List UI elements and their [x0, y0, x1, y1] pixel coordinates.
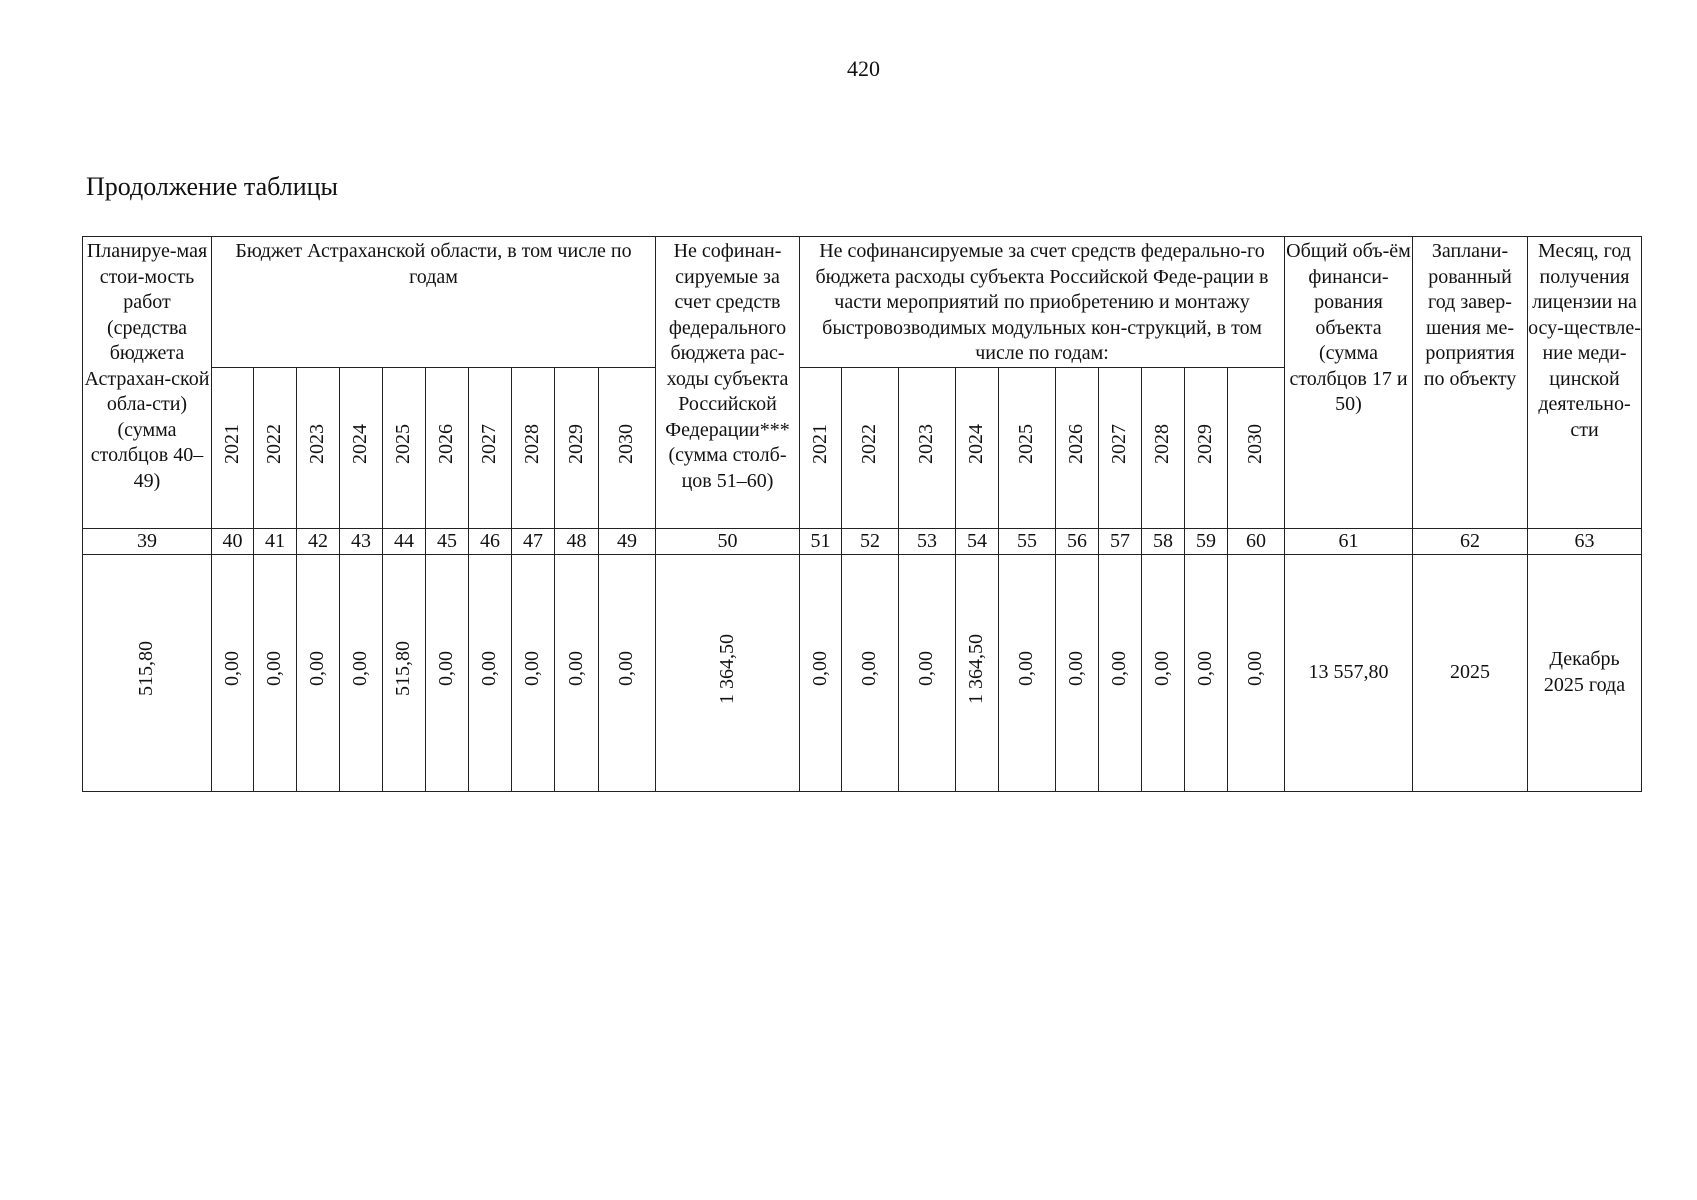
column-number: 47: [512, 528, 555, 554]
cell-modular-2023: 0,00: [899, 554, 956, 791]
cell-regional-2021: 0,00: [212, 554, 254, 791]
cell-regional-2029: 0,00: [555, 554, 599, 791]
column-number: 49: [599, 528, 656, 554]
cell-regional-2027: 0,00: [469, 554, 512, 791]
cell-modular-2021: 0,00: [800, 554, 842, 791]
year-header: 2022: [254, 367, 297, 528]
column-number: 53: [899, 528, 956, 554]
cell-modular-2028: 0,00: [1142, 554, 1185, 791]
column-number: 48: [555, 528, 599, 554]
header-planned-year: Заплани-рованный год завер-шения ме-роприятия по объекту: [1413, 237, 1528, 529]
column-number: 46: [469, 528, 512, 554]
column-number: 54: [956, 528, 999, 554]
column-number: 41: [254, 528, 297, 554]
header-not-cofinanced-modular: Не софинансируемые за счет средств федерально-го бюджета расходы субъекта Российской Феде-рации в части мероприятий по приобретению и монтажу быстровозводимых модульных кон-струкций, в том числе по годам:: [800, 237, 1285, 368]
year-header: 2024: [340, 367, 383, 528]
cell-regional-2030: 0,00: [599, 554, 656, 791]
year-header: 2026: [1056, 367, 1099, 528]
column-number: 61: [1285, 528, 1413, 554]
column-number: 56: [1056, 528, 1099, 554]
column-number: 57: [1099, 528, 1142, 554]
year-header: 2027: [1099, 367, 1142, 528]
year-header: 2030: [599, 367, 656, 528]
header-total-financing: Общий объ-ём финанси-рования объекта (сумма столбцов 17 и 50): [1285, 237, 1413, 529]
year-header: 2023: [297, 367, 340, 528]
year-header: 2025: [999, 367, 1056, 528]
cell-regional-2028: 0,00: [512, 554, 555, 791]
column-number: 59: [1185, 528, 1228, 554]
column-number: 62: [1413, 528, 1528, 554]
cell-modular-2024: 1 364,50: [956, 554, 999, 791]
table-row: [83, 554, 1642, 791]
column-number: 51: [800, 528, 842, 554]
year-header: 2022: [842, 367, 899, 528]
table-caption: Продолжение таблицы: [86, 172, 338, 201]
year-header: 2029: [1185, 367, 1228, 528]
cell-not-cofinanced-total: 1 364,50: [656, 554, 800, 791]
column-number-row: [83, 528, 1642, 554]
column-number: 58: [1142, 528, 1185, 554]
cell-regional-2026: 0,00: [426, 554, 469, 791]
cell-total-financing: 13 557,80: [1285, 554, 1413, 791]
column-number: 39: [83, 528, 212, 554]
year-header: 2021: [800, 367, 842, 528]
year-header: 2027: [469, 367, 512, 528]
column-number: 63: [1528, 528, 1642, 554]
year-header: 2028: [512, 367, 555, 528]
cell-modular-2030: 0,00: [1228, 554, 1285, 791]
column-number: 45: [426, 528, 469, 554]
cell-modular-2022: 0,00: [842, 554, 899, 791]
cell-planned-cost: 515,80: [83, 554, 212, 791]
column-number: 42: [297, 528, 340, 554]
year-header: 2028: [1142, 367, 1185, 528]
year-header: 2025: [383, 367, 426, 528]
column-number: 44: [383, 528, 426, 554]
header-regional-budget: Бюджет Астраханской области, в том числе по годам: [212, 237, 656, 368]
cell-regional-2023: 0,00: [297, 554, 340, 791]
header-planned-cost: Планируе-мая стои-мость работ (средства бюджета Астрахан-ской обла-сти) (сумма столбцов 40–49): [83, 237, 212, 529]
column-number: 52: [842, 528, 899, 554]
cell-planned-year: 2025: [1413, 554, 1528, 791]
cell-modular-2025: 0,00: [999, 554, 1056, 791]
cell-regional-2025: 515,80: [383, 554, 426, 791]
year-header: 2021: [212, 367, 254, 528]
column-number: 43: [340, 528, 383, 554]
cell-modular-2027: 0,00: [1099, 554, 1142, 791]
header-license-month: Месяц, год получения лицензии на осу-ществле-ние меди-цинской деятельно-сти: [1528, 237, 1642, 529]
cell-regional-2024: 0,00: [340, 554, 383, 791]
year-header: 2023: [899, 367, 956, 528]
year-header: 2029: [555, 367, 599, 528]
column-number: 60: [1228, 528, 1285, 554]
cell-regional-2022: 0,00: [254, 554, 297, 791]
header-not-cofinanced-total: Не софинан-сируемые за счет средств федерального бюджета рас-ходы субъекта Российской Федерации*** (сумма столб-цов 51–60): [656, 237, 800, 529]
year-header: 2024: [956, 367, 999, 528]
column-number: 50: [656, 528, 800, 554]
year-header: 2030: [1228, 367, 1285, 528]
year-header: 2026: [426, 367, 469, 528]
column-number: 40: [212, 528, 254, 554]
page-number: 420: [847, 56, 880, 81]
budget-table: [82, 236, 1642, 792]
cell-modular-2026: 0,00: [1056, 554, 1099, 791]
header-row-top: [83, 237, 1642, 368]
column-number: 55: [999, 528, 1056, 554]
cell-modular-2029: 0,00: [1185, 554, 1228, 791]
cell-license-month: Декабрь 2025 года: [1528, 554, 1642, 791]
